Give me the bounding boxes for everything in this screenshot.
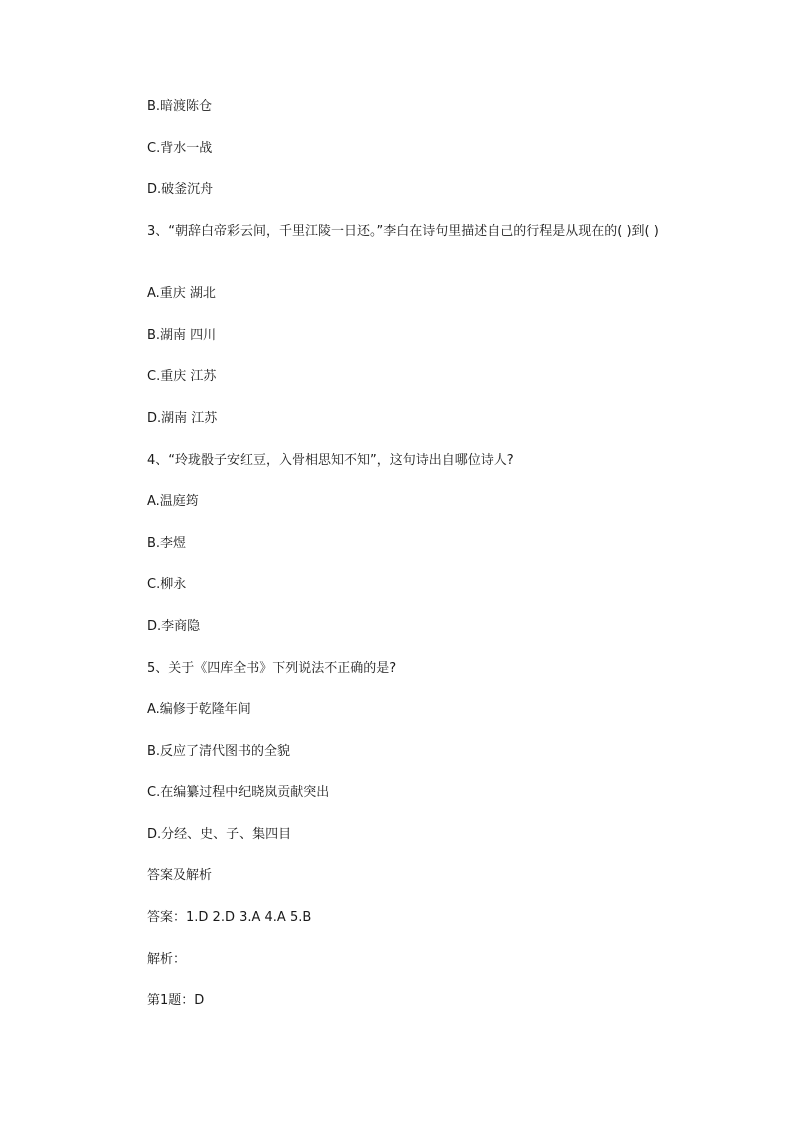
option-2b: B.暗渡陈仓: [147, 99, 213, 114]
option-4a: A.温庭筠: [147, 494, 199, 509]
option-5a: A.编修于乾隆年间: [147, 702, 251, 717]
answers-heading: 答案及解析: [147, 868, 213, 883]
option-3b: B.湖南 四川: [147, 328, 217, 343]
analysis-q1: 第1题：D: [147, 993, 205, 1008]
option-3a: A.重庆 湖北: [147, 286, 216, 301]
option-5c: C.在编纂过程中纪晓岚贡献突出: [147, 785, 330, 800]
option-3c: C.重庆 江苏: [147, 369, 217, 384]
analysis-heading: 解析：: [147, 952, 187, 967]
option-4b: B.李煜: [147, 536, 187, 551]
answers-summary: 答案：1.D 2.D 3.A 4.A 5.B: [147, 910, 312, 925]
option-2c: C.背水一战: [147, 141, 213, 156]
question-3: 3、“朝辞白帝彩云间，千里江陵一日还。”李白在诗句里描述自己的行程是从现在的( )到( ): [147, 224, 659, 239]
question-5: 5、关于《四库全书》下列说法不正确的是?: [147, 661, 397, 676]
option-4d: D.李商隐: [147, 619, 201, 634]
option-2d: D.破釜沉舟: [147, 182, 214, 197]
option-4c: C.柳永: [147, 577, 187, 592]
question-4: 4、“玲珑骰子安红豆，入骨相思知不知”，这句诗出自哪位诗人?: [147, 453, 514, 468]
option-3d: D.湖南 江苏: [147, 411, 218, 426]
option-5b: B.反应了清代图书的全貌: [147, 744, 291, 759]
option-5d: D.分经、史、子、集四目: [147, 827, 292, 842]
